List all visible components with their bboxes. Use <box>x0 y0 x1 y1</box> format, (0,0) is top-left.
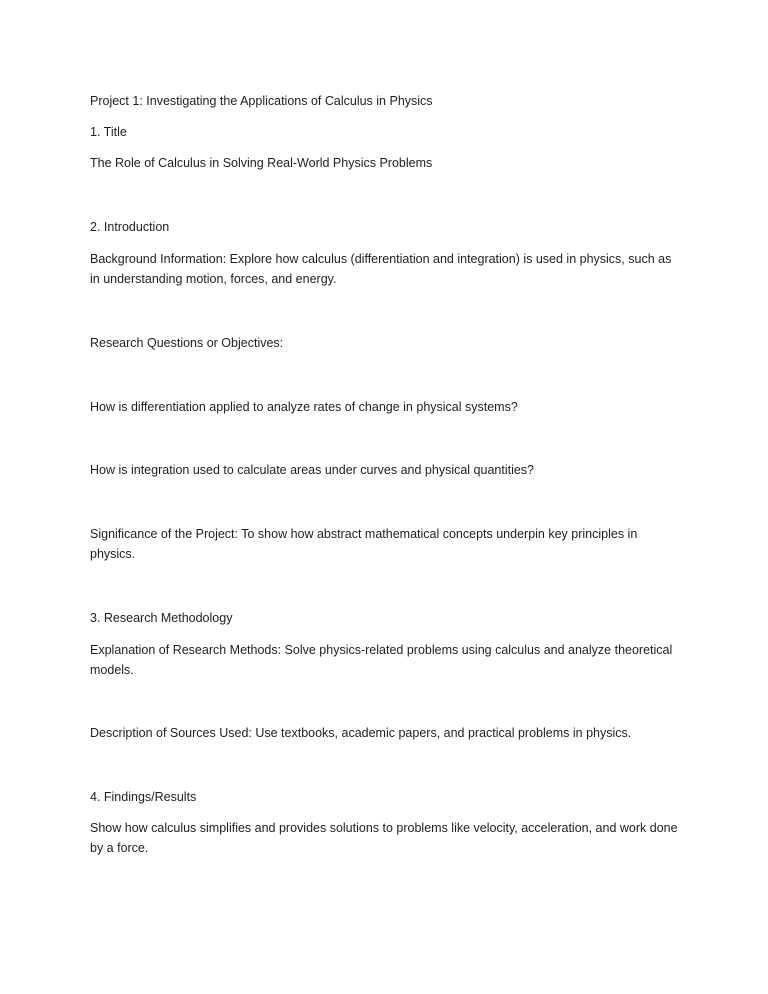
significance-paragraph: Significance of the Project: To show how abstract mathematical concepts underpin key principles in physics. <box>90 527 638 561</box>
findings-paragraph: Show how calculus simplifies and provides solutions to problems like velocity, acceleration, and work done by a force. <box>90 821 678 855</box>
section-heading-methodology: 3. Research Methodology <box>90 611 233 625</box>
project-title: Project 1: Investigating the Applications of Calculus in Physics <box>90 94 433 108</box>
title-text: The Role of Calculus in Solving Real-World Physics Problems <box>90 156 433 170</box>
research-methods-paragraph: Explanation of Research Methods: Solve physics-related problems using calculus and analyze theoretical models. <box>90 643 673 677</box>
section-heading-title: 1. Title <box>90 125 127 139</box>
background-information: Background Information: Explore how calculus (differentiation and integration) is used in physics, such as in understanding motion, forces, and energy. <box>90 252 672 286</box>
section-heading-findings: 4. Findings/Results <box>90 790 197 804</box>
section-heading-introduction: 2. Introduction <box>90 220 170 234</box>
research-questions-label: Research Questions or Objectives: <box>90 336 284 350</box>
sources-paragraph: Description of Sources Used: Use textbooks, academic papers, and practical problems in physics. <box>90 726 632 740</box>
research-question-1: How is differentiation applied to analyze rates of change in physical systems? <box>90 400 518 414</box>
research-question-2: How is integration used to calculate areas under curves and physical quantities? <box>90 463 535 477</box>
